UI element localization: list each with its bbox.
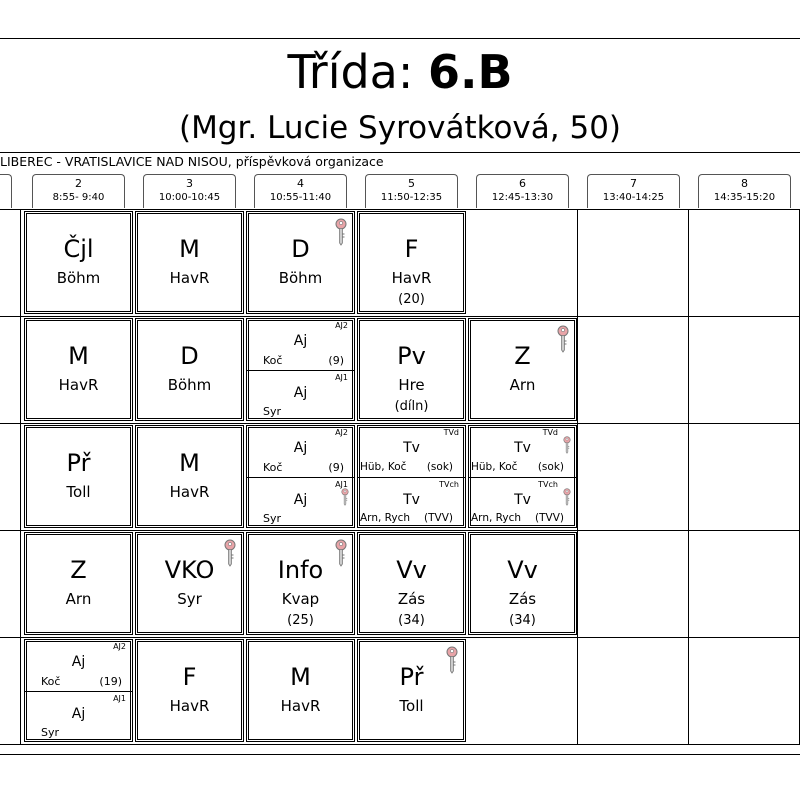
key-icon — [556, 325, 570, 353]
teacher: Syr — [263, 512, 282, 525]
group-label: AJ2 — [113, 642, 126, 651]
title-divider — [0, 152, 800, 153]
teacher: HavR — [169, 697, 210, 715]
lesson-cell-split — [246, 318, 355, 421]
room: (20) — [398, 292, 425, 307]
bottom-border — [0, 754, 800, 755]
lesson-cell — [24, 425, 133, 528]
teacher: Böhm — [56, 269, 101, 287]
lesson-cell-split — [357, 425, 466, 528]
period-header: 4 10:55-11:40 — [254, 174, 347, 208]
key-icon — [562, 436, 572, 454]
lesson-cell-split — [246, 425, 355, 528]
group-label: AJ1 — [113, 693, 126, 703]
subject: Př — [399, 663, 424, 691]
grid-line — [688, 209, 689, 745]
key-icon — [334, 218, 348, 246]
grid-line — [20, 209, 21, 745]
group-label: AJ1 — [335, 479, 348, 489]
subject: D — [291, 235, 310, 263]
lesson-cell — [24, 532, 133, 635]
group-lesson — [469, 426, 576, 477]
teacher: Arn, Rych — [360, 512, 411, 524]
teacher: Syr — [263, 405, 282, 418]
subject: M — [68, 342, 89, 370]
room: (19) — [99, 674, 122, 688]
subject: VKO — [164, 556, 215, 584]
top-border — [0, 38, 800, 39]
subject: Aj — [71, 705, 86, 722]
subject: D — [180, 342, 199, 370]
grid-line — [0, 530, 800, 531]
period-header: 3 10:00-10:45 — [143, 174, 236, 208]
teacher: Koč — [263, 460, 283, 474]
room: (díln) — [394, 399, 429, 414]
teacher: Arn — [509, 376, 536, 394]
group-lesson — [247, 370, 354, 422]
room: (sok) — [537, 460, 564, 473]
subject: Vv — [396, 556, 427, 584]
teacher: Böhm — [167, 376, 212, 394]
lesson-cell — [246, 532, 355, 635]
lesson-cell-split — [468, 425, 577, 528]
grid-line — [0, 637, 800, 638]
teacher: HavR — [391, 269, 432, 287]
key-icon — [340, 488, 350, 506]
teacher: Koč — [41, 674, 61, 688]
group-lesson — [25, 691, 132, 743]
teacher: HavR — [58, 376, 99, 394]
group-label: TVd — [443, 428, 459, 437]
group-label: TVd — [542, 428, 558, 437]
teacher: Toll — [66, 483, 91, 501]
period-header: 5 11:50-12:35 — [365, 174, 458, 208]
subject: Vv — [507, 556, 538, 584]
lesson-cell — [135, 639, 244, 742]
subject: Tv — [403, 440, 420, 456]
lesson-cell — [24, 211, 133, 314]
page-title: Třída: 6.B — [287, 45, 513, 99]
lesson-cell — [357, 639, 466, 742]
teacher: Arn, Rych — [471, 512, 522, 524]
teacher: Zás — [397, 590, 426, 608]
group-lesson — [358, 477, 465, 529]
lesson-cell — [468, 318, 577, 421]
teacher: HavR — [169, 269, 210, 287]
lesson-cell — [246, 639, 355, 742]
room: (sok) — [426, 460, 453, 473]
teacher: Koč — [263, 353, 283, 367]
subject: F — [404, 235, 419, 263]
subject: Pv — [397, 342, 426, 370]
key-icon — [445, 646, 459, 674]
page-subtitle: (Mgr. Lucie Syrovátková, 50) — [178, 110, 622, 146]
lesson-cell — [468, 532, 577, 635]
lesson-cell — [135, 532, 244, 635]
subject: Čjl — [63, 235, 94, 263]
key-icon — [223, 539, 237, 567]
subject: Aj — [293, 333, 308, 349]
subject: M — [179, 235, 200, 263]
teacher: Toll — [399, 697, 424, 715]
teacher: Zás — [508, 590, 537, 608]
subject: Aj — [293, 440, 308, 456]
key-icon — [334, 539, 348, 567]
teacher: Hüb, Koč — [471, 460, 518, 473]
room: (TVV) — [535, 512, 564, 524]
lesson-cell — [135, 425, 244, 528]
room: (34) — [509, 613, 536, 628]
lesson-cell — [135, 318, 244, 421]
lesson-cell — [357, 532, 466, 635]
grid-line — [0, 744, 800, 745]
school-name: LIBEREC - VRATISLAVICE NAD NISOU, příspěvková organizace — [0, 154, 384, 169]
lesson-cell — [24, 318, 133, 421]
group-lesson — [247, 477, 354, 529]
subject: M — [179, 449, 200, 477]
lesson-cell — [135, 211, 244, 314]
grid-line — [0, 209, 800, 210]
lesson-cell — [357, 211, 466, 314]
teacher: Kvap — [281, 590, 320, 608]
group-lesson — [247, 319, 354, 370]
group-lesson — [247, 426, 354, 477]
teacher: Syr — [177, 590, 202, 608]
group-label: AJ1 — [335, 372, 348, 382]
room: (TVV) — [424, 512, 453, 524]
subject: Tv — [514, 491, 531, 508]
lesson-cell — [246, 211, 355, 314]
teacher: HavR — [280, 697, 321, 715]
room: (9) — [328, 460, 344, 474]
lesson-cell-split — [24, 639, 133, 742]
group-lesson — [25, 640, 132, 691]
teacher: Arn — [65, 590, 92, 608]
subject: Aj — [293, 384, 308, 401]
grid-line — [0, 316, 800, 317]
subject: M — [290, 663, 311, 691]
subject: Tv — [514, 440, 531, 456]
period-header: 8 14:35-15:20 — [698, 174, 791, 208]
subject: Aj — [293, 491, 308, 508]
group-label: AJ2 — [335, 321, 348, 330]
subject: Tv — [403, 491, 420, 508]
teacher: Böhm — [278, 269, 323, 287]
subject: Př — [66, 449, 91, 477]
room: (9) — [328, 353, 344, 367]
subject: Z — [514, 342, 531, 370]
grid-line — [0, 423, 800, 424]
key-icon — [562, 488, 572, 506]
room: (34) — [398, 613, 425, 628]
grid-line — [577, 209, 578, 745]
subject: Z — [70, 556, 87, 584]
period-header-1 — [0, 174, 12, 208]
subject: F — [182, 663, 197, 691]
teacher: Hre — [398, 376, 425, 394]
period-header: 6 12:45-13:30 — [476, 174, 569, 208]
subject: Aj — [71, 654, 86, 670]
period-header: 7 13:40-14:25 — [587, 174, 680, 208]
room: (25) — [287, 613, 314, 628]
group-label: TVch — [538, 479, 558, 489]
period-header: 2 8:55- 9:40 — [32, 174, 125, 208]
group-lesson — [358, 426, 465, 477]
subject: Info — [277, 556, 324, 584]
teacher: Syr — [41, 726, 60, 739]
teacher: HavR — [169, 483, 210, 501]
group-label: AJ2 — [335, 428, 348, 437]
group-label: TVch — [439, 479, 459, 489]
lesson-cell — [357, 318, 466, 421]
group-lesson — [469, 477, 576, 529]
teacher: Hüb, Koč — [360, 460, 407, 473]
